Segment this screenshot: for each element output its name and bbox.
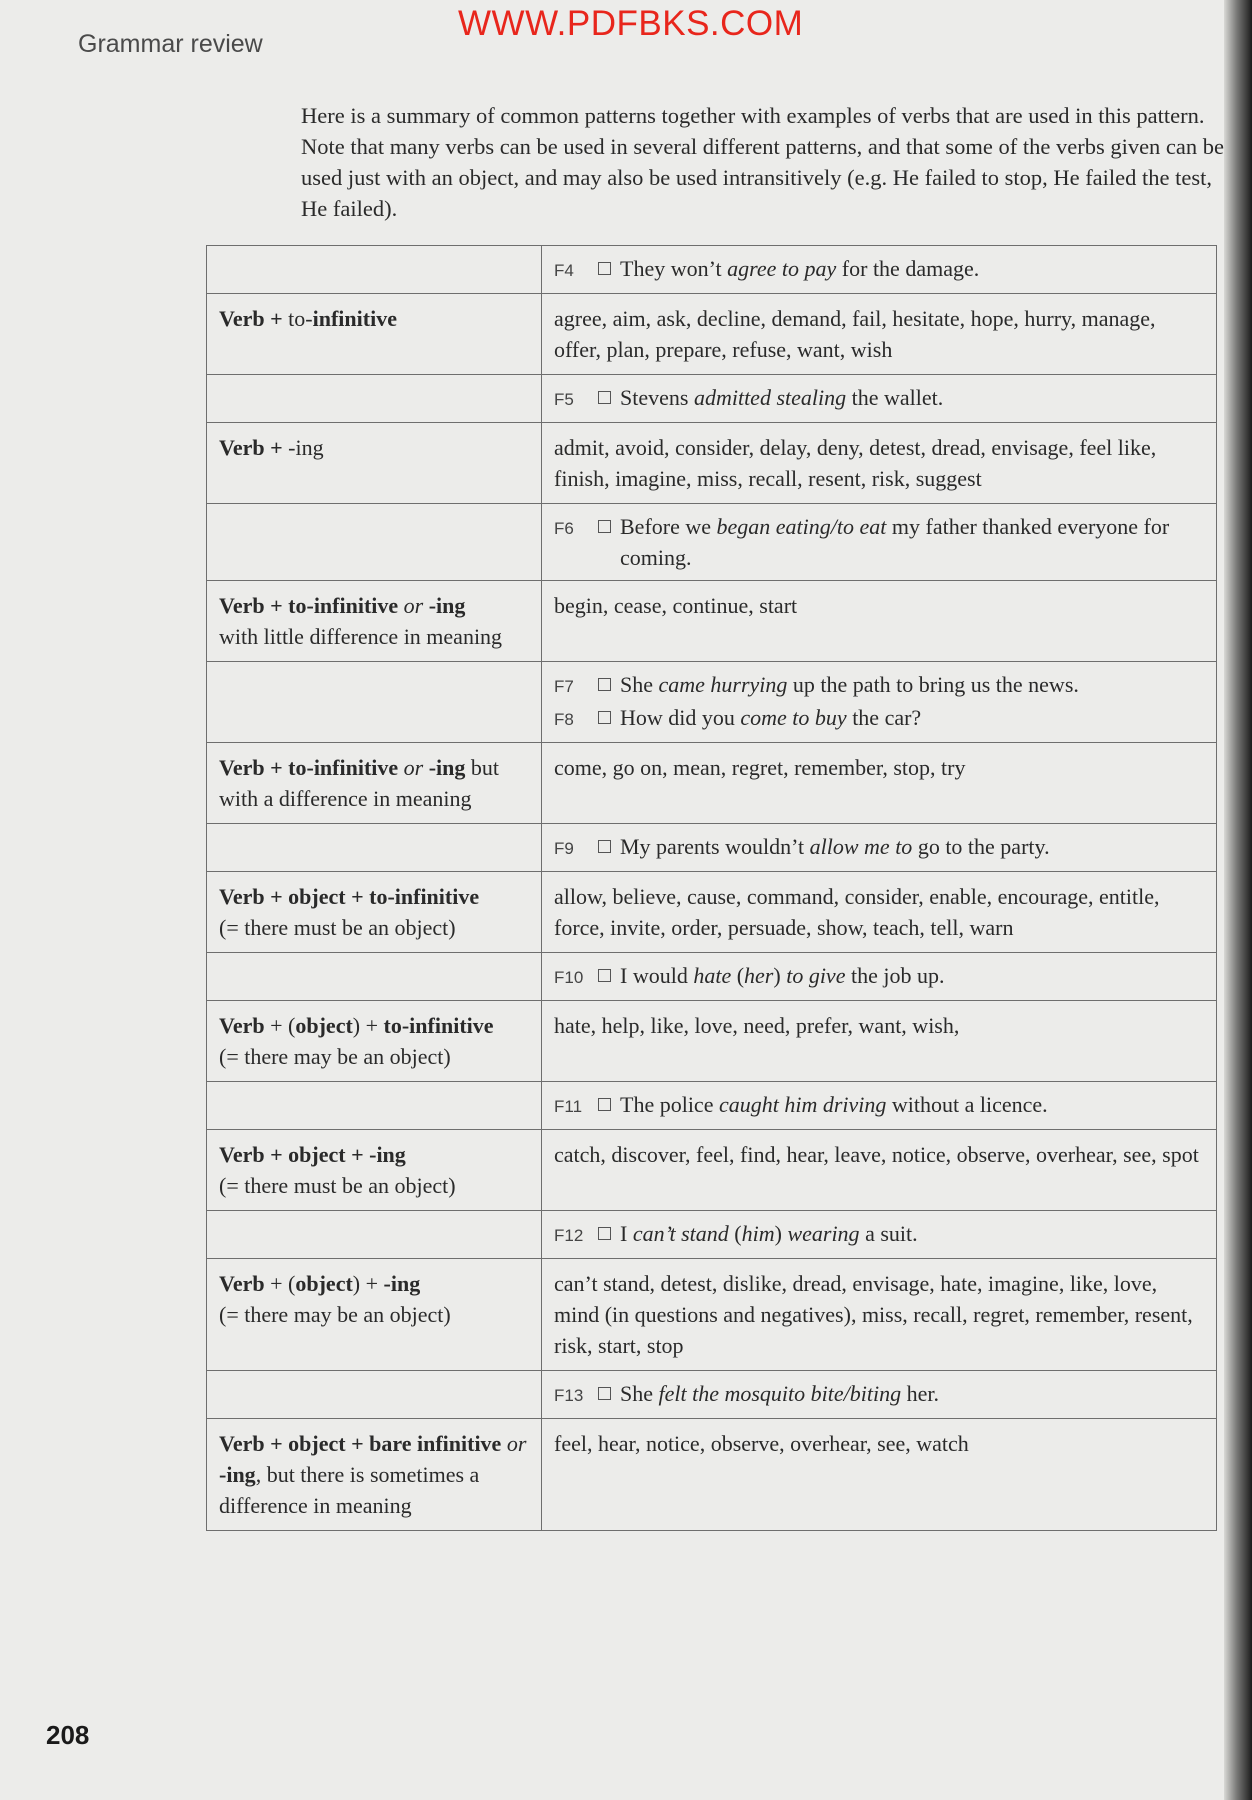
example-code: F7: [554, 677, 574, 696]
empty-cell: [207, 246, 542, 294]
example-line: [554, 702, 1206, 735]
example-line: [554, 382, 1206, 415]
example-line: [554, 1378, 1206, 1411]
pattern-name: Verb + object + bare infinitive or -ing, but there is sometimes a difference in meaning: [207, 1419, 542, 1531]
checkbox-icon: [598, 391, 611, 404]
checkbox-icon: [598, 969, 611, 982]
pattern-row: [207, 1130, 1217, 1211]
watermark-text: WWW.PDFBKS.COM: [458, 4, 804, 43]
example-line: [554, 669, 1206, 702]
example-code: F4: [554, 261, 574, 280]
verb-list: come, go on, mean, regret, remember, stop, try: [542, 743, 1217, 824]
pattern-name: Verb + (object) + to-infinitive (= there may be an object): [207, 1001, 542, 1082]
example-cell: [542, 662, 1217, 743]
pattern-name: Verb + to-infinitive or -ing with little difference in meaning: [207, 581, 542, 662]
example-sentence: The police caught him driving without a licence.: [620, 1092, 1048, 1117]
example-sentence: My parents wouldn’t allow me to go to the party.: [620, 834, 1050, 859]
example-code: F11: [554, 1097, 583, 1116]
example-line: [554, 1218, 1206, 1251]
example-line: [554, 1089, 1206, 1122]
section-label: Grammar review: [78, 30, 263, 58]
pattern-name: Verb + object + to-infinitive (= there must be an object): [207, 872, 542, 953]
example-cell: [542, 1082, 1217, 1130]
example-row: [207, 824, 1217, 872]
checkbox-icon: [598, 840, 611, 853]
checkbox-icon: [598, 520, 611, 533]
book-spine-shadow: [1224, 0, 1252, 1800]
example-code: F10: [554, 968, 584, 987]
example-code: F6: [554, 519, 574, 538]
example-row: [207, 953, 1217, 1001]
example-code: F13: [554, 1386, 584, 1405]
checkbox-icon: [598, 1098, 611, 1111]
verb-pattern-table: [206, 245, 1217, 1531]
example-line: [554, 831, 1206, 864]
verb-list: feel, hear, notice, observe, overhear, see, watch: [542, 1419, 1217, 1531]
example-row: [207, 375, 1217, 423]
example-cell: [542, 504, 1217, 581]
checkbox-icon: [598, 262, 611, 275]
example-sentence: How did you come to buy the car?: [620, 705, 922, 730]
example-row: [207, 1082, 1217, 1130]
example-sentence: I would hate (her) to give the job up.: [620, 963, 945, 988]
example-cell: [542, 1371, 1217, 1419]
example-sentence: She came hurrying up the path to bring us the news.: [620, 672, 1079, 697]
pattern-name: Verb + to-infinitive or -ing but with a difference in meaning: [207, 743, 542, 824]
example-sentence: They won’t agree to pay for the damage.: [620, 256, 980, 281]
pattern-row: [207, 423, 1217, 504]
empty-cell: [207, 824, 542, 872]
checkbox-icon: [598, 678, 611, 691]
empty-cell: [207, 1211, 542, 1259]
example-code: F9: [554, 839, 574, 858]
example-row: [207, 662, 1217, 743]
pattern-row: [207, 1259, 1217, 1371]
example-sentence: I can’t stand (him) wearing a suit.: [620, 1221, 918, 1246]
empty-cell: [207, 953, 542, 1001]
example-code: F8: [554, 710, 574, 729]
example-row: [207, 1211, 1217, 1259]
checkbox-icon: [598, 711, 611, 724]
pattern-name: Verb + object + -ing (= there must be an object): [207, 1130, 542, 1211]
pattern-row: [207, 294, 1217, 375]
page-number: 208: [46, 1720, 90, 1750]
example-cell: [542, 953, 1217, 1001]
checkbox-icon: [598, 1227, 611, 1240]
empty-cell: [207, 504, 542, 581]
example-cell: [542, 246, 1217, 294]
pattern-row: [207, 743, 1217, 824]
empty-cell: [207, 1082, 542, 1130]
example-sentence: Stevens admitted stealing the wallet.: [620, 385, 944, 410]
verb-list: agree, aim, ask, decline, demand, fail, hesitate, hope, hurry, manage, offer, plan, prepare, refuse, want, wish: [542, 294, 1217, 375]
pattern-row: [207, 1419, 1217, 1531]
example-line: [554, 511, 1206, 573]
example-line: [554, 960, 1206, 993]
pattern-row: [207, 1001, 1217, 1082]
example-cell: [542, 375, 1217, 423]
intro-paragraph: Here is a summary of common patterns together with examples of verbs that are used in this pattern. Note that many verbs can be used in several different patterns, and that some of the verbs given can be used just with an object, and may also be used intransitively (e.g. He failed to stop, He failed the test, He failed).: [301, 103, 1225, 221]
verb-list: allow, believe, cause, command, consider, enable, encourage, entitle, force, invite, order, persuade, show, teach, tell, warn: [542, 872, 1217, 953]
example-code: F12: [554, 1226, 584, 1245]
pattern-row: [207, 581, 1217, 662]
empty-cell: [207, 1371, 542, 1419]
example-row: [207, 504, 1217, 581]
example-row: [207, 1371, 1217, 1419]
checkbox-icon: [598, 1387, 611, 1400]
pattern-name: Verb + to-infinitive: [207, 294, 542, 375]
empty-cell: [207, 662, 542, 743]
example-cell: [542, 1211, 1217, 1259]
example-sentence: She felt the mosquito bite/biting her.: [620, 1381, 939, 1406]
example-code: F5: [554, 390, 574, 409]
pattern-name: Verb + -ing: [207, 423, 542, 504]
empty-cell: [207, 375, 542, 423]
example-row: [207, 246, 1217, 294]
verb-list: can’t stand, detest, dislike, dread, envisage, hate, imagine, like, love, mind (in questions and negatives), miss, recall, regret, remember, resent, risk, start, stop: [542, 1259, 1217, 1371]
verb-list: begin, cease, continue, start: [542, 581, 1217, 662]
pattern-row: [207, 872, 1217, 953]
verb-list: admit, avoid, consider, delay, deny, detest, dread, envisage, feel like, finish, imagine, miss, recall, resent, risk, suggest: [542, 423, 1217, 504]
example-line: [554, 253, 1206, 286]
example-sentence: Before we began eating/to eat my father thanked everyone for coming.: [620, 514, 1170, 570]
verb-list: hate, help, like, love, need, prefer, want, wish,: [542, 1001, 1217, 1082]
verb-list: catch, discover, feel, find, hear, leave, notice, observe, overhear, see, spot: [542, 1130, 1217, 1211]
pattern-name: Verb + (object) + -ing (= there may be an object): [207, 1259, 542, 1371]
example-cell: [542, 824, 1217, 872]
